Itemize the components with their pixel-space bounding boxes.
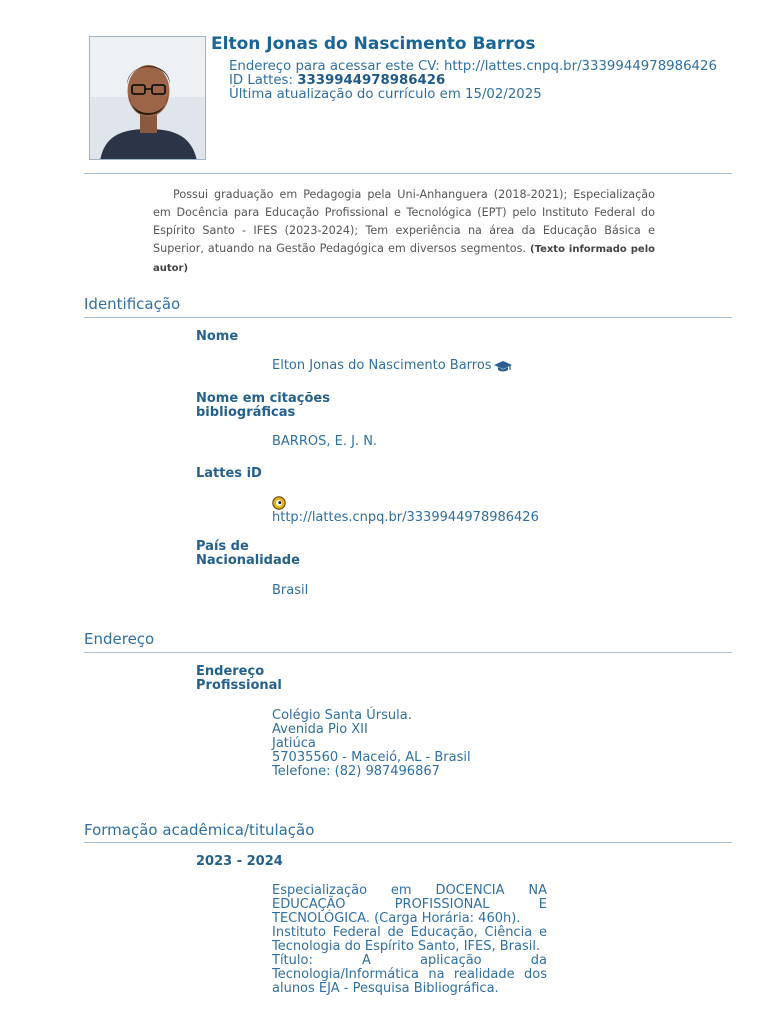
section-endereco-title: Endereço xyxy=(84,630,155,648)
header-divider xyxy=(84,173,732,174)
section-endereco-divider xyxy=(84,652,732,653)
person-photo-illustration xyxy=(90,37,206,160)
formacao-description: Especialização em DOCENCIA NA EDUCAÇÃO PROFISSIONAL E TECNOLÓGICA. (Carga Horária: 460h). xyxy=(272,883,547,926)
section-identificacao-title: Identificação xyxy=(84,295,181,313)
graduation-cap-icon[interactable] xyxy=(493,360,513,372)
formacao-details xyxy=(272,884,547,996)
section-formacao-title: Formação acadêmica/titulação xyxy=(84,821,315,839)
endereco-line: Colégio Santa Úrsula. xyxy=(272,708,412,723)
summary-body: Possui graduação em Pedagogia pela Uni-Anhanguera (2018-2021); Especialização em Docência para Educação Profissional e Tecnológica (EPT) pelo Instituto Federal do Espírito Santo - IFES (2023-2024); Tem experiência na área da Educação Básica e Superior, atuando na Gestão Pedagógica em diversos segmentos. xyxy=(153,188,655,255)
cv-owner-name: Elton Jonas do Nascimento Barros xyxy=(211,34,536,54)
endereco-line: 57035560 - Maceió, AL - Brasil xyxy=(272,750,471,765)
lattes-url-link[interactable]: http://lattes.cnpq.br/3339944978986426 xyxy=(272,510,539,525)
summary-text xyxy=(153,186,655,278)
nome-value: Elton Jonas do Nascimento Barros xyxy=(272,358,492,373)
lattes-id-value: 3339944978986426 xyxy=(297,73,446,88)
lattes-id-section-value xyxy=(272,496,539,525)
lattes-id-line xyxy=(229,74,717,88)
formacao-thesis: Título: A aplicação da Tecnologia/Informática na realidade dos alunos EJA - Pesquisa Bibliográfica. xyxy=(272,953,547,996)
citacoes-label: Nome em citações bibliográficas xyxy=(196,391,330,420)
cv-url-label: Endereço para acessar este CV: xyxy=(229,59,444,74)
profile-photo xyxy=(89,36,206,160)
lattes-id-section-label: Lattes iD xyxy=(196,466,262,481)
endereco-profissional-label: Endereço Profissional xyxy=(196,664,282,693)
pais-value: Brasil xyxy=(272,583,309,598)
endereco-line: Telefone: (82) 987496867 xyxy=(272,764,440,779)
endereco-line: Avenida Pio XII xyxy=(272,722,368,737)
last-update-line: Última atualização do currículo em 15/02/2025 xyxy=(229,87,542,102)
cv-url-link[interactable]: http://lattes.cnpq.br/3339944978986426 xyxy=(443,59,717,74)
endereco-line: Jatiúca xyxy=(272,736,316,751)
formacao-period: 2023 - 2024 xyxy=(196,854,283,869)
endereco-profissional-value xyxy=(272,709,471,779)
section-formacao-divider xyxy=(84,842,732,843)
formacao-institution: Instituto Federal de Educação, Ciência e Tecnologia do Espírito Santo, IFES, Brasil. xyxy=(272,925,547,954)
nome-value-line xyxy=(272,359,513,373)
citacoes-value: BARROS, E. J. N. xyxy=(272,434,378,449)
pais-label: País de Nacionalidade xyxy=(196,539,300,568)
lattes-id-label: ID Lattes: xyxy=(229,73,298,88)
header-info xyxy=(229,60,717,102)
cv-url-line xyxy=(229,60,717,74)
nome-label: Nome xyxy=(196,329,239,344)
summary-author-note: (Texto informado pelo autor) xyxy=(153,244,655,274)
section-identificacao-divider xyxy=(84,317,732,318)
lattes-id-icon xyxy=(272,496,286,510)
